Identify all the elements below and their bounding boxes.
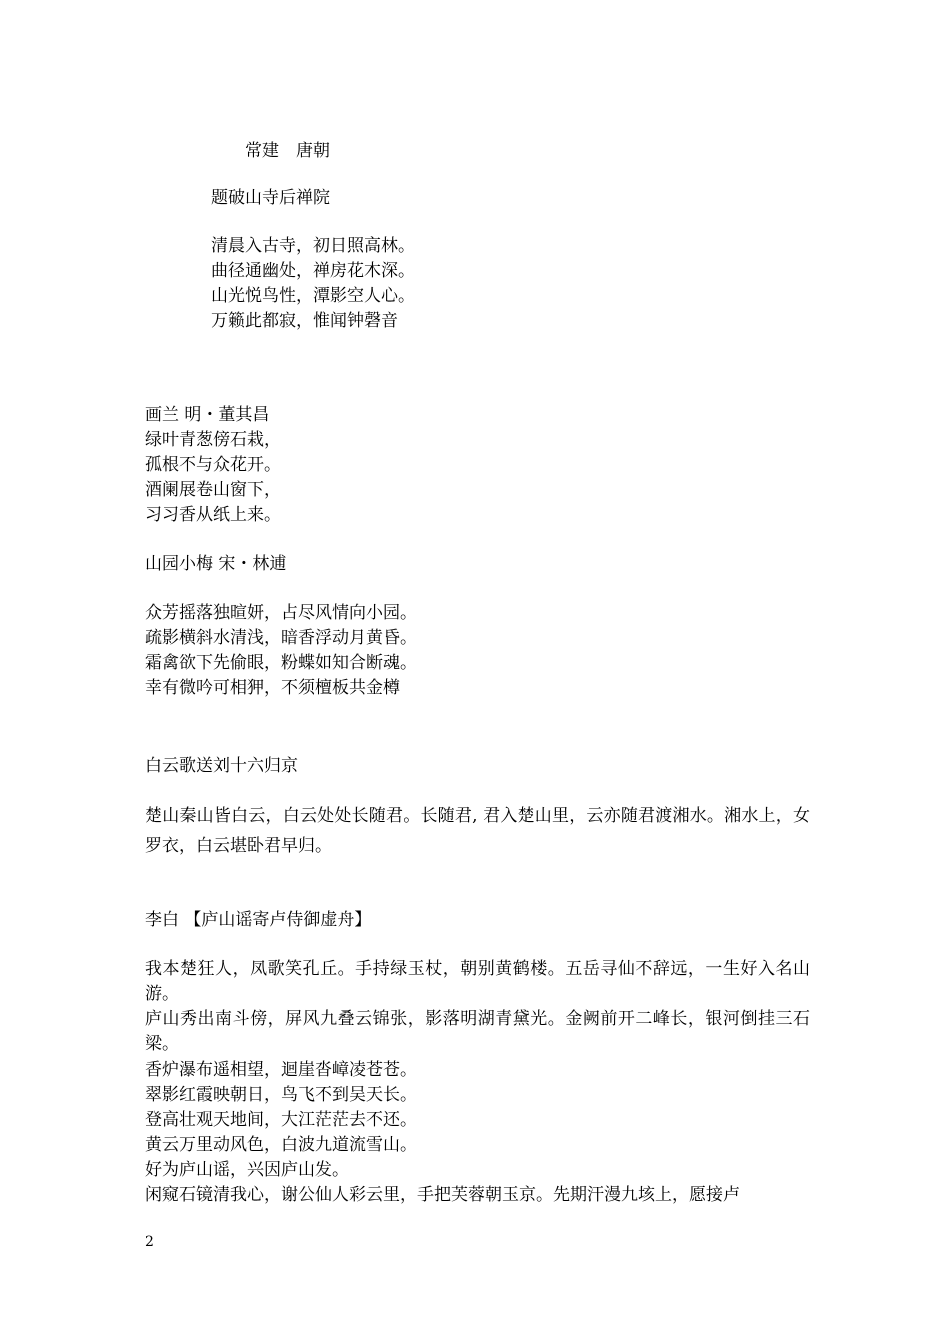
poem5-line-2: 庐山秀出南斗傍，屏风九叠云锦张，影落明湖青黛光。金阙前开二峰长，银河倒挂三石梁。 [145,1009,810,1054]
poem3-line-2: 疏影横斜水清浅，暗香浮动月黄昏。 [145,628,417,648]
poem3-title: 山园小梅 宋・林逋 [145,554,287,574]
poem3-line-1: 众芳摇落独暄妍，占尽风情向小园。 [145,603,417,623]
poem4-title: 白云歌送刘十六归京 [145,756,298,776]
poem5-line-5: 登高壮观天地间，大江茫茫去不还。 [145,1110,417,1130]
poem1-title: 题破山寺后禅院 [211,188,330,208]
poem5-line-3: 香炉瀑布遥相望，迴崖沓嶂凌苍苍。 [145,1060,417,1080]
poem5-title: 李白 【庐山谣寄卢侍御虚舟】 [145,910,372,930]
poem1-line-1: 清晨入古寺，初日照高林。 [211,236,415,256]
poem5-line-8: 闲窥石镜清我心，谢公仙人彩云里，手把芙蓉朝玉京。先期汗漫九垓上，愿接卢 [145,1185,740,1205]
poem1-line-4: 万籁此都寂，惟闻钟磬音 [211,311,398,331]
poem2-title: 画兰 明・董其昌 [145,405,270,425]
poem1-line-3: 山光悦鸟性，潭影空人心。 [211,286,415,306]
poem1-line-2: 曲径通幽处，禅房花木深。 [211,261,415,281]
poem2-line-1: 绿叶青葱傍石栽， [145,430,281,450]
poem3-line-4: 幸有微吟可相狎，不须檀板共金樽 [145,678,400,698]
poem5-line-6: 黄云万里动风色，白波九道流雪山。 [145,1135,417,1155]
poem2-line-2: 孤根不与众花开。 [145,455,281,475]
poem2-line-3: 酒阑展卷山窗下， [145,480,281,500]
poem1-author-line: 常建 唐朝 [245,141,330,161]
poem2-line-4: 习习香从纸上来。 [145,505,281,525]
poem5-line-4: 翠影红霞映朝日，鸟飞不到吴天长。 [145,1085,417,1105]
poem5-line-7: 好为庐山谣，兴因庐山发。 [145,1160,349,1180]
page-number: 2 [145,1234,154,1250]
poem4-text: 楚山秦山皆白云，白云处处长随君。长随君, 君入楚山里，云亦随君渡湘水。湘水上，女罗衣，白云堪卧君早归。 [145,806,810,856]
poem3-line-3: 霜禽欲下先偷眼，粉蝶如知合断魂。 [145,653,417,673]
poem5-line-1: 我本楚狂人，凤歌笑孔丘。手持绿玉杖，朝别黄鹤楼。五岳寻仙不辞远，一生好入名山游。 [145,959,810,1004]
